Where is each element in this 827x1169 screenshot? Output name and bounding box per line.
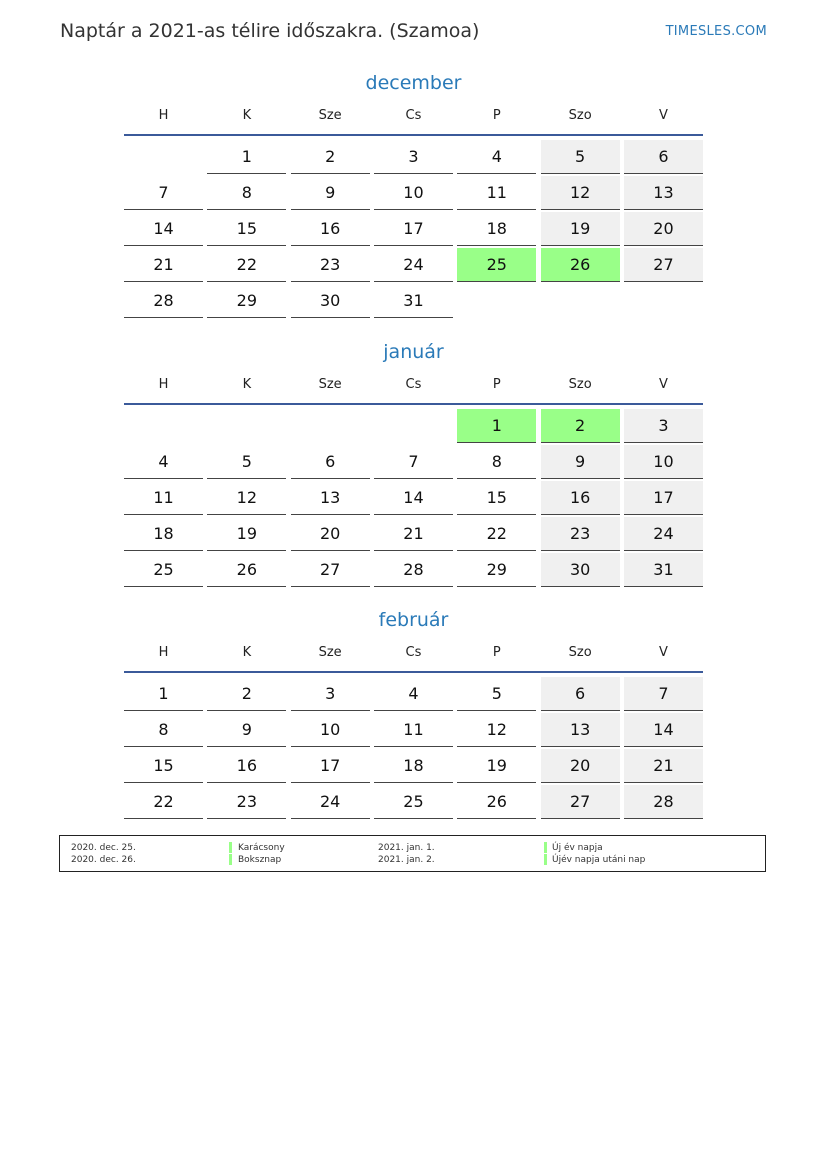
day-cell: 25 — [124, 553, 203, 587]
holiday-day-cell: 1 — [457, 409, 536, 443]
day-cell: 14 — [124, 212, 203, 246]
weekday-label: H — [158, 377, 169, 392]
day-cell: 10 — [374, 176, 453, 210]
empty-cell — [291, 409, 370, 443]
day-cell: 16 — [291, 212, 370, 246]
day-cell: 7 — [124, 176, 203, 210]
day-cell: 10 — [291, 713, 370, 747]
day-cell: 9 — [291, 176, 370, 210]
weekday-label: Cs — [405, 108, 422, 123]
day-cell: 24 — [374, 248, 453, 282]
day-cell: 22 — [124, 785, 203, 819]
day-cell: 11 — [374, 713, 453, 747]
weekday-label: Szo — [568, 645, 592, 660]
weekday-label: Cs — [405, 377, 422, 392]
legend-holiday-marker — [229, 854, 232, 865]
weekday-label: Sze — [318, 645, 342, 660]
weekday-label: Cs — [405, 645, 422, 660]
legend-date: 2021. jan. 1. — [378, 843, 435, 853]
day-cell: 19 — [541, 212, 620, 246]
day-cell: 1 — [124, 677, 203, 711]
day-cell: 23 — [291, 248, 370, 282]
day-cell: 17 — [374, 212, 453, 246]
legend-holiday-marker — [544, 854, 547, 865]
weekday-label: Sze — [318, 377, 342, 392]
day-cell: 22 — [207, 248, 286, 282]
day-cell: 9 — [207, 713, 286, 747]
day-cell: 13 — [624, 176, 703, 210]
legend-holiday-marker — [229, 842, 232, 853]
day-cell: 30 — [541, 553, 620, 587]
weekday-label: H — [158, 645, 169, 660]
weekday-label: K — [242, 377, 252, 392]
weekday-label: K — [242, 645, 252, 660]
day-cell: 9 — [541, 445, 620, 479]
day-cell: 4 — [457, 140, 536, 174]
legend-date: 2020. dec. 25. — [71, 843, 136, 853]
day-cell: 25 — [374, 785, 453, 819]
day-cell: 7 — [374, 445, 453, 479]
day-cell: 26 — [207, 553, 286, 587]
day-cell: 3 — [374, 140, 453, 174]
holiday-day-cell: 25 — [457, 248, 536, 282]
weekday-label: H — [158, 108, 169, 123]
day-cell: 8 — [124, 713, 203, 747]
weekday-label: Szo — [568, 108, 592, 123]
month-name: február — [378, 609, 449, 631]
holiday-day-cell: 2 — [541, 409, 620, 443]
day-cell: 15 — [207, 212, 286, 246]
day-cell: 28 — [124, 284, 203, 318]
day-cell: 28 — [374, 553, 453, 587]
weekday-label: P — [492, 645, 501, 660]
weekday-header — [124, 98, 703, 136]
day-cell: 18 — [374, 749, 453, 783]
month-calendar-februar — [124, 605, 703, 821]
empty-cell — [374, 409, 453, 443]
legend-date: 2021. jan. 2. — [378, 855, 435, 865]
day-cell: 16 — [541, 481, 620, 515]
day-cell: 19 — [457, 749, 536, 783]
day-cell: 22 — [457, 517, 536, 551]
day-cell: 2 — [291, 140, 370, 174]
weekday-header — [124, 635, 703, 673]
day-cell: 3 — [624, 409, 703, 443]
day-cell: 2 — [207, 677, 286, 711]
month-calendar-december — [124, 68, 703, 320]
day-cell: 14 — [374, 481, 453, 515]
weekday-label: V — [659, 377, 668, 392]
day-cell: 5 — [541, 140, 620, 174]
day-cell: 7 — [624, 677, 703, 711]
day-cell: 5 — [457, 677, 536, 711]
day-cell: 30 — [291, 284, 370, 318]
brand-link[interactable]: TIMESLES.COM — [665, 24, 767, 39]
day-cell: 24 — [624, 517, 703, 551]
day-cell: 31 — [624, 553, 703, 587]
day-cell: 3 — [291, 677, 370, 711]
day-cell: 8 — [207, 176, 286, 210]
day-cell: 17 — [291, 749, 370, 783]
day-cell: 18 — [124, 517, 203, 551]
empty-cell — [124, 140, 203, 174]
day-cell: 11 — [124, 481, 203, 515]
day-cell: 21 — [124, 248, 203, 282]
day-cell: 4 — [374, 677, 453, 711]
holiday-legend — [59, 835, 766, 872]
day-cell: 12 — [541, 176, 620, 210]
day-cell: 31 — [374, 284, 453, 318]
day-cell: 19 — [207, 517, 286, 551]
day-cell: 11 — [457, 176, 536, 210]
day-cell: 12 — [457, 713, 536, 747]
day-cell: 20 — [541, 749, 620, 783]
day-cell: 20 — [624, 212, 703, 246]
day-cell: 24 — [291, 785, 370, 819]
day-cell: 23 — [207, 785, 286, 819]
days-grid — [124, 409, 703, 589]
month-name: december — [365, 72, 462, 94]
day-cell: 10 — [624, 445, 703, 479]
day-cell: 27 — [624, 248, 703, 282]
day-cell: 27 — [291, 553, 370, 587]
day-cell: 12 — [207, 481, 286, 515]
legend-holiday-name: Boksznap — [238, 855, 282, 865]
month-calendar-januar — [124, 337, 703, 589]
day-cell: 20 — [291, 517, 370, 551]
day-cell: 13 — [541, 713, 620, 747]
days-grid — [124, 140, 703, 320]
empty-cell — [207, 409, 286, 443]
legend-holiday-name: Új év napja — [552, 843, 603, 853]
day-cell: 15 — [457, 481, 536, 515]
weekday-label: Sze — [318, 108, 342, 123]
weekday-label: K — [242, 108, 252, 123]
legend-date: 2020. dec. 26. — [71, 855, 136, 865]
weekday-label: P — [492, 377, 501, 392]
day-cell: 29 — [207, 284, 286, 318]
legend-holiday-name: Karácsony — [238, 843, 285, 853]
day-cell: 29 — [457, 553, 536, 587]
day-cell: 6 — [541, 677, 620, 711]
day-cell: 6 — [624, 140, 703, 174]
day-cell: 15 — [124, 749, 203, 783]
page-title: Naptár a 2021-as télire időszakra. (Szamoa) — [60, 20, 480, 42]
day-cell: 14 — [624, 713, 703, 747]
weekday-label: V — [659, 645, 668, 660]
month-name: január — [383, 341, 444, 363]
day-cell: 18 — [457, 212, 536, 246]
legend-holiday-marker — [544, 842, 547, 853]
day-cell: 17 — [624, 481, 703, 515]
day-cell: 5 — [207, 445, 286, 479]
day-cell: 6 — [291, 445, 370, 479]
day-cell: 4 — [124, 445, 203, 479]
day-cell: 28 — [624, 785, 703, 819]
day-cell: 13 — [291, 481, 370, 515]
weekday-header — [124, 367, 703, 405]
day-cell: 16 — [207, 749, 286, 783]
day-cell: 8 — [457, 445, 536, 479]
day-cell: 23 — [541, 517, 620, 551]
weekday-label: Szo — [568, 377, 592, 392]
weekday-label: P — [492, 108, 501, 123]
holiday-day-cell: 26 — [541, 248, 620, 282]
day-cell: 21 — [624, 749, 703, 783]
day-cell: 26 — [457, 785, 536, 819]
weekday-label: V — [659, 108, 668, 123]
days-grid — [124, 677, 703, 821]
day-cell: 1 — [207, 140, 286, 174]
day-cell: 21 — [374, 517, 453, 551]
day-cell: 27 — [541, 785, 620, 819]
legend-holiday-name: Újév napja utáni nap — [552, 855, 646, 865]
empty-cell — [124, 409, 203, 443]
